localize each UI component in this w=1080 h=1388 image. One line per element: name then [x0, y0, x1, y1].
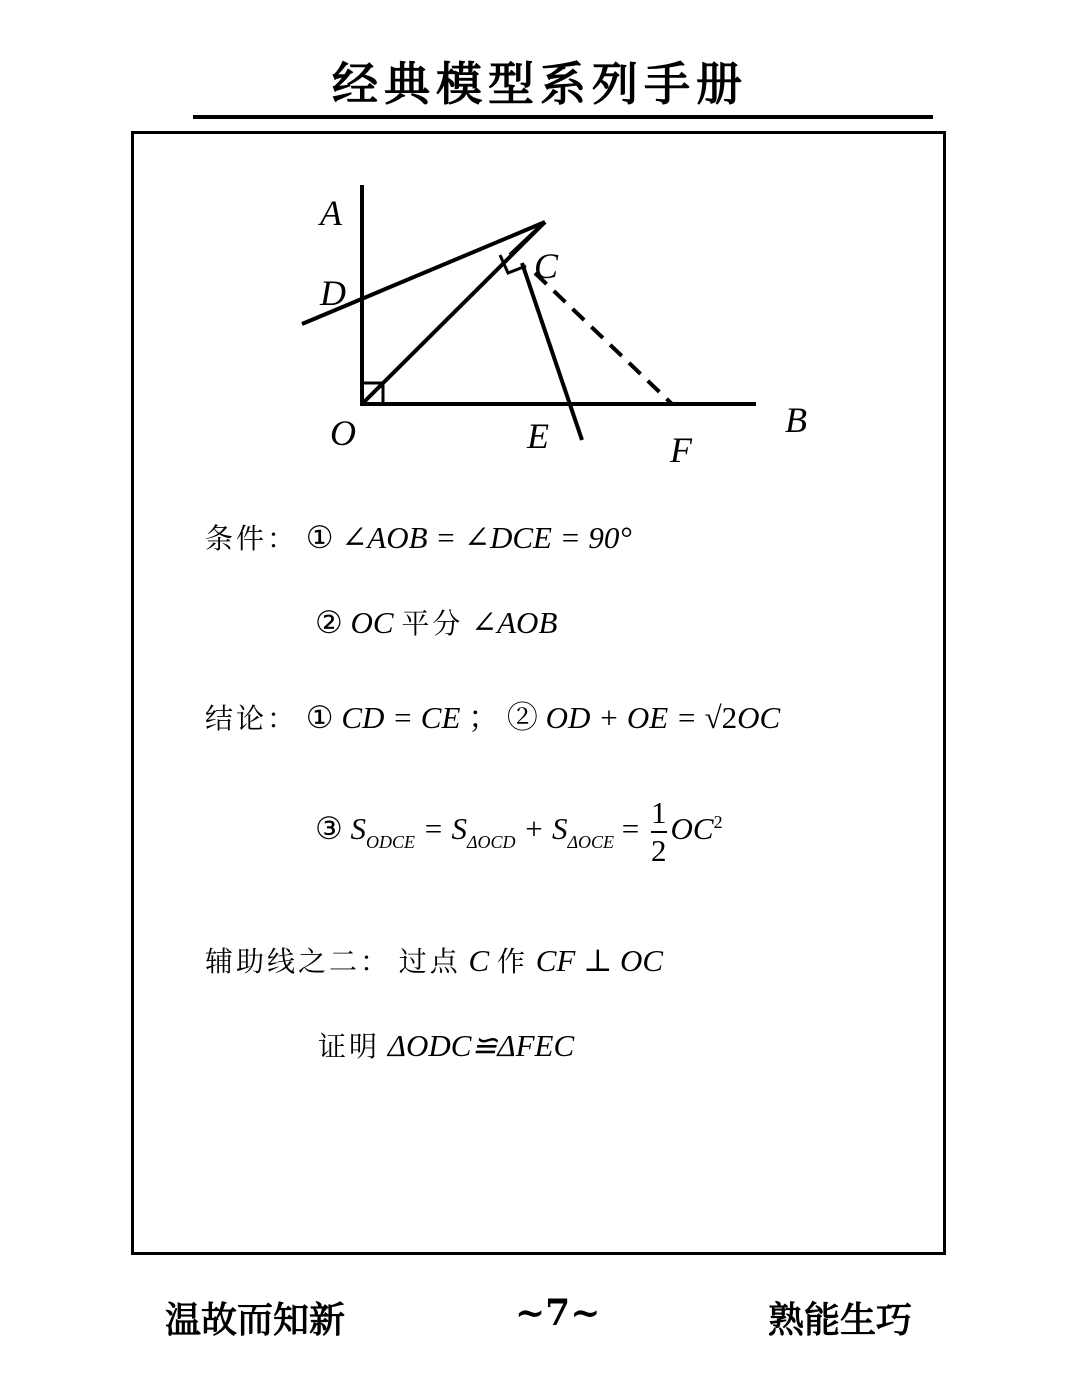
footer-right: 熟能生巧 — [768, 1299, 913, 1341]
geometry-diagram — [290, 175, 830, 485]
fraction-denominator: 2 — [651, 833, 667, 868]
footer-page-number: ~7~ — [515, 1292, 601, 1334]
conclusion-2-sqrt: √2 — [704, 700, 738, 735]
conclusion-3-sub1: ODCE — [366, 832, 416, 853]
conclusion-2-marker: ② — [506, 700, 538, 735]
conditions-row-1 — [205, 517, 632, 557]
conclusion-3-sub2: ΔOCD — [466, 832, 516, 853]
aux-text-draw: 作 — [496, 945, 528, 978]
conclusion-3-plus: + S — [515, 811, 568, 847]
label-F: F — [670, 430, 692, 470]
page-title: 经典模型系列手册 — [332, 57, 748, 111]
line-CE — [522, 263, 582, 440]
conclusion-3-s1: S — [350, 811, 367, 847]
conclusion-3-eq2: = — [614, 811, 640, 847]
label-B: B — [785, 400, 807, 440]
label-E: E — [527, 416, 549, 456]
label-D: D — [320, 273, 346, 313]
conditions-label: 条件： — [205, 522, 299, 555]
conclusions-row-1 — [205, 692, 780, 737]
condition-2-oc: OC — [350, 605, 394, 640]
condition-2-marker: ② — [315, 605, 343, 640]
fraction-numerator: 1 — [651, 795, 667, 830]
conclusion-1-marker: ① — [305, 700, 334, 735]
conclusions-label: 结论： — [205, 702, 299, 735]
conclusion-separator: ； — [468, 700, 500, 735]
proof-expr: ΔODC≌ΔFEC — [387, 1028, 575, 1063]
label-O: O — [330, 413, 356, 453]
aux-text-perpendicular: CF ⊥ OC — [535, 943, 664, 978]
aux-label: 辅助线之二： — [205, 945, 392, 978]
aux-text-through-point: 过点 — [398, 945, 461, 978]
conclusion-3-tail: OC — [670, 811, 714, 847]
conclusion-2-expr-left: OD + OE = — [545, 700, 697, 735]
conclusion-3-sub3: ΔOCE — [567, 832, 615, 853]
condition-1-marker: ① — [305, 520, 334, 555]
conclusion-3-marker: ③ — [315, 811, 343, 847]
aux-line-row — [205, 940, 663, 980]
aux-text-point-c: C — [468, 943, 490, 978]
condition-1-expr: ∠AOB = ∠DCE = 90° — [341, 520, 632, 555]
proof-label: 证明 — [318, 1030, 381, 1063]
label-C: C — [534, 246, 559, 286]
conclusion-3-exponent: 2 — [713, 811, 723, 832]
conclusion-3-eq1: = S — [415, 811, 467, 847]
conclusion-2-expr-right: OC — [737, 700, 781, 735]
title-underline — [193, 115, 933, 119]
footer-left: 温故而知新 — [165, 1299, 346, 1341]
fraction-one-half — [651, 795, 667, 869]
conclusion-1-expr: CD = CE — [341, 700, 461, 735]
conditions-row-2 — [315, 602, 557, 642]
conclusions-row-3 — [315, 795, 723, 869]
label-A: A — [320, 193, 342, 233]
line-CF — [535, 273, 672, 404]
condition-2-bisects: 平分 — [401, 607, 464, 640]
condition-2-angle: ∠AOB — [471, 605, 558, 640]
proof-row — [318, 1025, 574, 1065]
